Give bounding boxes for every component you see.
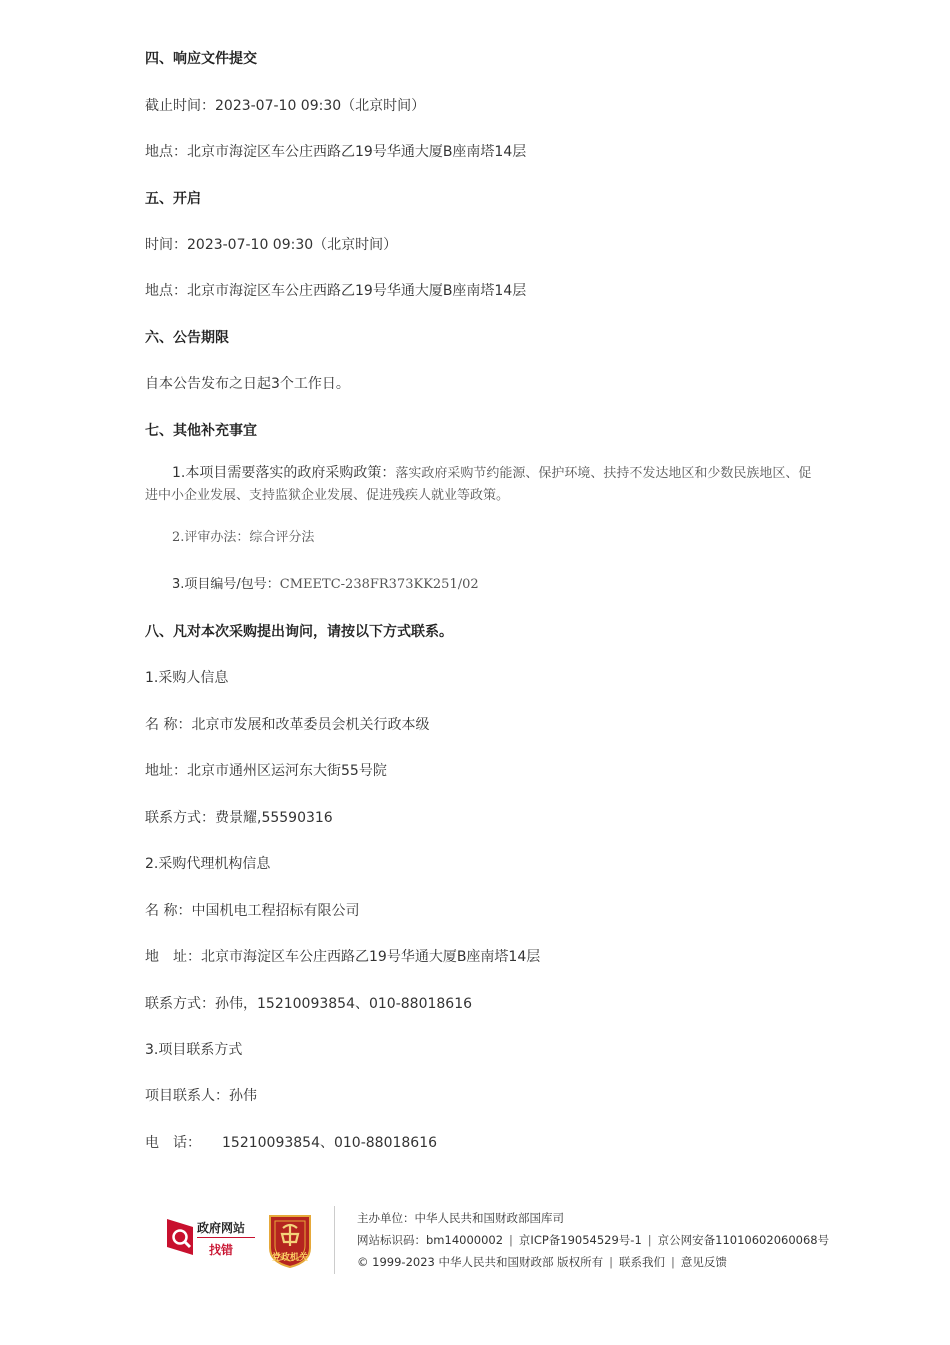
policy-text: 落实政府采购节约能源、保护环境、扶持不发达地区和少数民族地区、促进中小企业发展、支持监狱企业发展、促进残疾人就业等政策。 <box>145 466 812 503</box>
party-gov-agency-seal[interactable] <box>266 1212 314 1268</box>
magnifier-icon <box>167 1217 197 1257</box>
logo-text-gov-site: 政府网站 <box>197 1221 246 1235</box>
site-id: 网站标识码：bm14000002 <box>357 1233 504 1247</box>
opening-location: 地点：北京市海淀区车公庄西路乙19号华通大厦B座南塔14层 <box>145 283 527 299</box>
project-contact-person: 项目联系人：孙伟 <box>145 1088 257 1104</box>
contact-us-link[interactable]: 联系我们 <box>619 1255 666 1269</box>
separator: | <box>671 1255 675 1269</box>
section4-heading: 四、响应文件提交 <box>145 51 257 67</box>
agency-address: 地 址：北京市海淀区车公庄西路乙19号华通大厦B座南塔14层 <box>145 949 541 965</box>
project-contact-phone: 电 话： 15210093854、010-88018616 <box>145 1135 438 1151</box>
project-number-lead: 3.项目编号/包号： <box>172 577 280 592</box>
agency-name: 名 称：中国机电工程招标有限公司 <box>145 903 360 919</box>
evaluation-text: 评审办法：综合评分法 <box>184 530 315 545</box>
section5-heading: 五、开启 <box>145 191 201 207</box>
footer-host: 主办单位：中华人民共和国财政部国库司 <box>357 1211 564 1225</box>
gov-site-error-report-logo[interactable] <box>167 1217 255 1259</box>
section6-heading: 六、公告期限 <box>145 330 229 346</box>
policy-paragraph <box>145 462 815 507</box>
project-number-value: CMEETC-238FR373KK251/02 <box>279 577 479 592</box>
seal-label: 党政机关 <box>271 1253 308 1263</box>
logo-text-find-error: 找错 <box>209 1243 234 1257</box>
evaluation-lead: 2. <box>172 530 185 545</box>
project-contact-title: 3.项目联系方式 <box>145 1042 243 1058</box>
separator: | <box>647 1233 652 1247</box>
submission-deadline: 截止时间：2023-07-10 09:30（北京时间） <box>145 98 426 114</box>
agency-contact: 联系方式：孙伟，15210093854、010-88018616 <box>145 996 473 1012</box>
logo-divider <box>197 1237 255 1238</box>
notice-period: 自本公告发布之日起3个工作日。 <box>145 376 350 392</box>
policy-lead: 1.本项目需要落实的政府采购政策： <box>172 465 396 481</box>
footer-divider <box>334 1206 335 1274</box>
project-number <box>172 575 479 595</box>
copyright: © 1999-2023 中华人民共和国财政部 版权所有 <box>357 1255 604 1269</box>
separator: | <box>509 1233 513 1247</box>
agency-info-title: 2.采购代理机构信息 <box>145 856 271 872</box>
opening-time: 时间：2023-07-10 09:30（北京时间） <box>145 237 398 253</box>
section7-heading: 七、其他补充事宜 <box>145 423 257 439</box>
purchaser-name: 名 称：北京市发展和改革委员会机关行政本级 <box>145 717 430 733</box>
site-footer <box>0 1200 950 1290</box>
submission-location: 地点：北京市海淀区车公庄西路乙19号华通大厦B座南塔14层 <box>145 144 527 160</box>
purchaser-contact: 联系方式：费景耀,55590316 <box>145 810 333 826</box>
purchaser-info-title: 1.采购人信息 <box>145 670 229 686</box>
police-record[interactable]: 京公网安备11010602060068号 <box>657 1233 830 1247</box>
feedback-link[interactable]: 意见反馈 <box>680 1255 727 1269</box>
purchaser-address: 地址：北京市通州区运河东大街55号院 <box>145 763 387 779</box>
separator: | <box>609 1255 614 1269</box>
section8-heading: 八、凡对本次采购提出询问，请按以下方式联系。 <box>145 624 453 640</box>
icp-number[interactable]: 京ICP备19054529号-1 <box>518 1233 642 1247</box>
footer-registration <box>357 1232 829 1248</box>
footer-copyright-row <box>357 1254 727 1270</box>
evaluation-method <box>172 528 314 548</box>
